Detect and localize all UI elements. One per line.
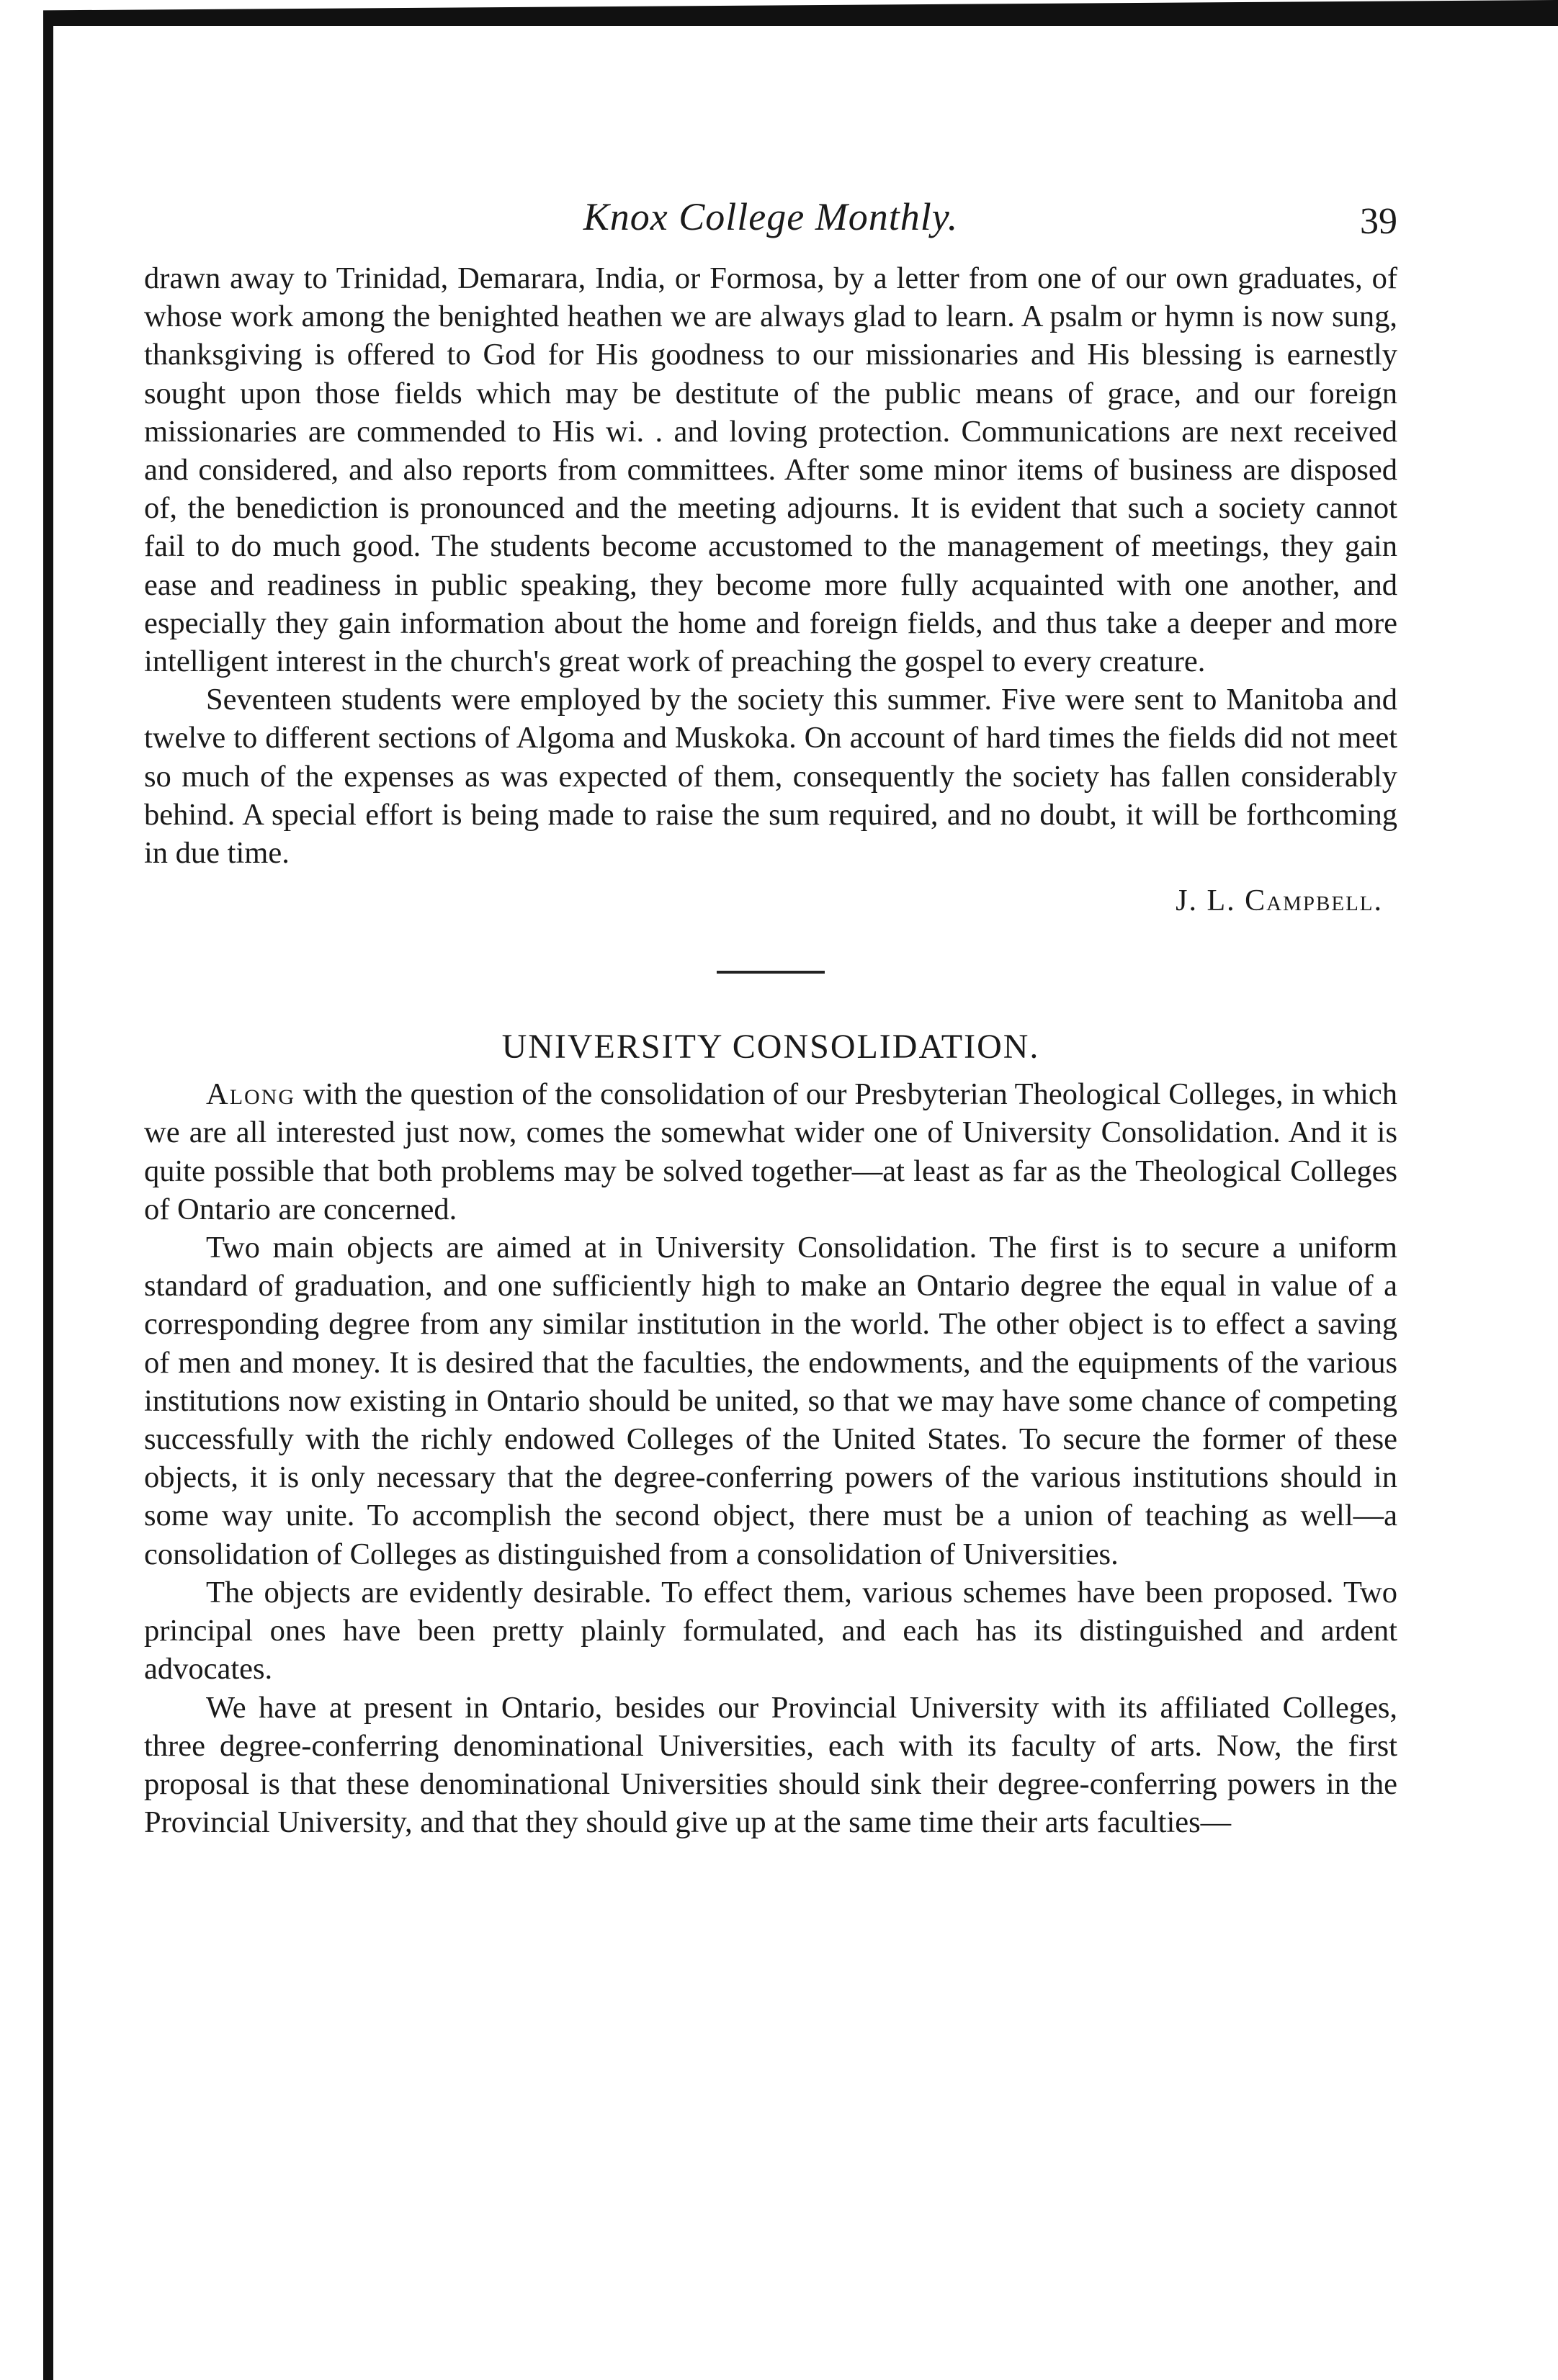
running-title: Knox College Monthly. <box>583 195 959 238</box>
author-signature: J. L. Campbell. <box>1176 884 1383 918</box>
article-continuation <box>144 259 1397 872</box>
article-body <box>144 1075 1397 1841</box>
section-heading: UNIVERSITY CONSOLIDATION. <box>501 1028 1040 1066</box>
paragraph: We have at present in Ontario, besides our Provincial University with its affiliated Colleges, three degree-conferring denominational Universities, each with its faculty of arts. Now, the first proposal is that these denominational Universities should sink their degree-conferring powers in the Provincial University, and that they should give up at the same time their arts faculties— <box>144 1690 1397 1840</box>
section-divider <box>717 971 825 974</box>
paragraph <box>144 1075 1397 1229</box>
running-head <box>144 180 1397 259</box>
paragraph: drawn away to Trinidad, Demarara, India, or Formosa, by a letter from one of our own graduates, of whose work among the benighted heathen we are always glad to learn. A psalm or hymn is now sung, thanksgiving is offered to God for His goodness to our missionaries and His blessing is earnestly sought upon those fields which may be destitute of the public means of grace, and our foreign missionaries are commended to His wi. . and loving protection. Communications are next received and considered, and also reports from committees. After some minor items of business are disposed of, the benediction is pronounced and the meeting adjourns. It is evident that such a society cannot fail to do much good. The students become accustomed to the management of meetings, they gain ease and readiness in public speaking, they become more fully acquainted with one another, and especially they gain information about the home and foreign fields, and thus take a deeper and more intelligent interest in the church's great work of preaching the gospel to every creature. <box>144 261 1397 679</box>
paragraph-text: with the question of the consolidation of our Presbyterian Theological Colleges, in which we are all interested just now, comes the somewhat wider one of University Consolidation. And it is quite possible that both problems may be solved together—at least as far as the Theological Colleges of Ontario are concerned. <box>144 1077 1397 1226</box>
page-number: 39 <box>1360 201 1397 242</box>
paragraph: Seventeen students were employed by the society this summer. Five were sent to Manitoba and twelve to different sections of Algoma and Muskoka. On account of hard times the fields did not meet so much of the expenses as was expected of them, consequently the society has fallen considerably behind. A special effort is being made to raise the sum required, and no doubt, it will be forthcoming in due time. <box>144 683 1397 871</box>
page <box>144 180 1397 1841</box>
paragraph: The objects are evidently desirable. To effect them, various schemes have been proposed. Two principal ones have been pretty plainly formulated, and each has its distinguished and ardent advocates. <box>144 1575 1397 1687</box>
left-border-rule <box>43 26 53 2380</box>
top-border-rule <box>43 0 1558 26</box>
drop-lead-word: Along <box>206 1077 296 1112</box>
paragraph: Two main objects are aimed at in University Consolidation. The first is to secure a uniform standard of graduation, and one sufficiently high to make an Ontario degree the equal in value of a corresponding degree from any similar institution in the world. The other object is to effect a saving of men and money. It is desired that the faculties, the endowments, and the equipments of the various institutions now existing in Ontario should be united, so that we may have some chance of competing successfully with the richly endowed Colleges of the United States. To secure the former of these objects, it is only necessary that the degree-conferring powers of the various institutions should in some way unite. To accomplish the second object, there must be a union of teaching as well—a consolidation of Colleges as distinguished from a consolidation of Universities. <box>144 1231 1397 1571</box>
